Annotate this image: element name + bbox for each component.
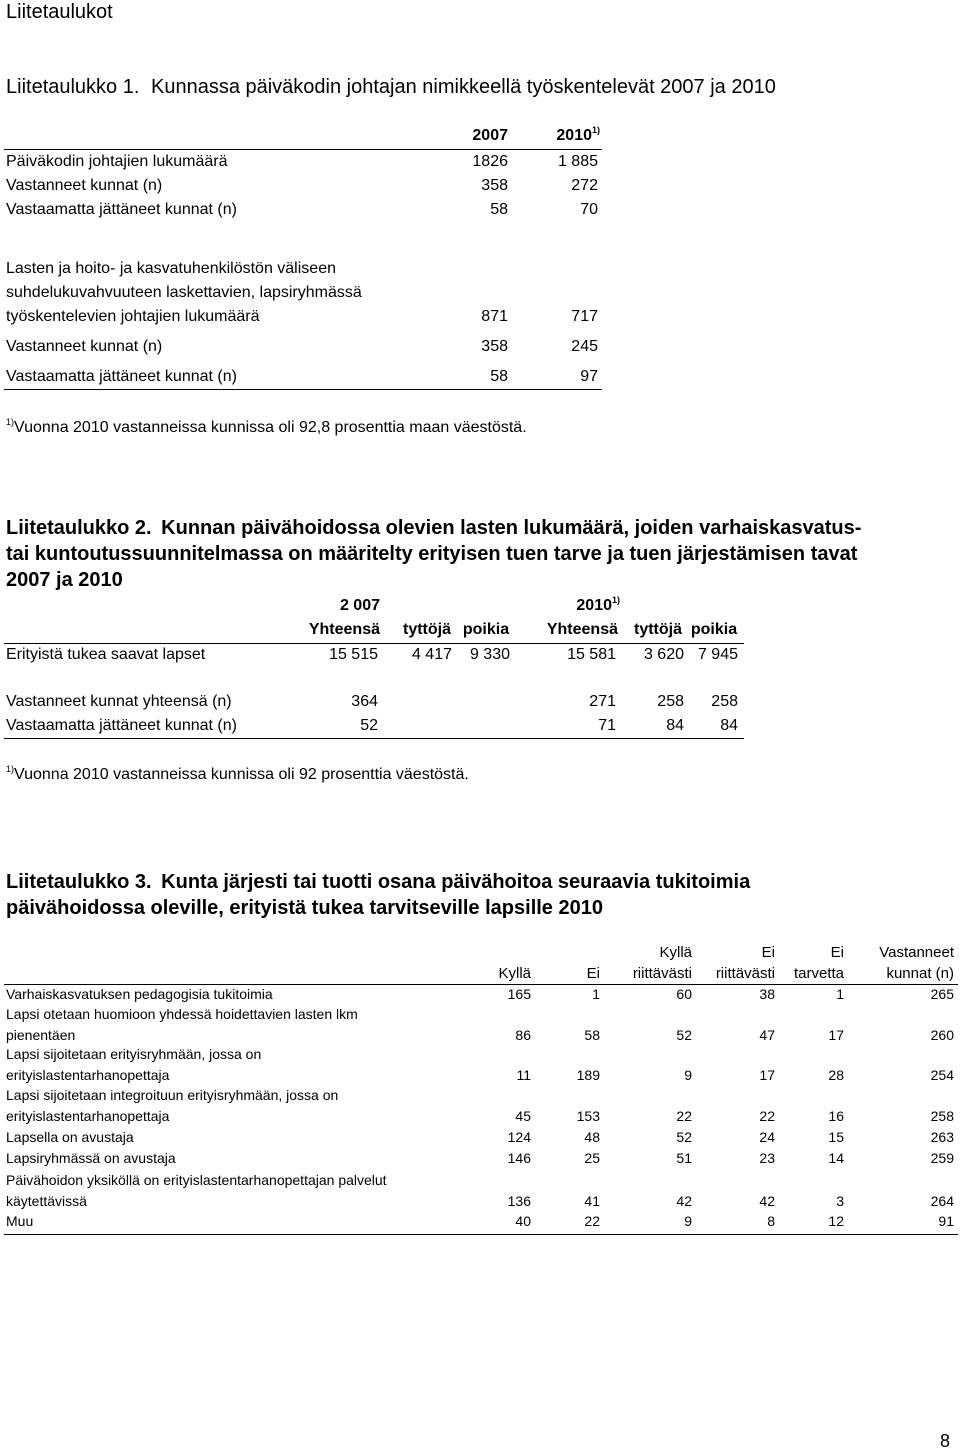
t3-cell: 40 [515,1213,531,1229]
t3-cell: 42 [759,1193,775,1209]
t2-header-rule [4,643,744,644]
t3-cell: 12 [828,1213,844,1229]
table1-title [6,75,776,99]
t2-group-2010: 2010$^{1)}$ [576,595,620,614]
t1-block2-2010: 717 [571,308,598,325]
t1-header-rule [4,149,602,150]
t3-col-header-bottom: Kyllä [498,965,531,982]
t3-cell: 165 [507,986,531,1002]
t2-cell: 3 620 [643,646,684,663]
t3-cell: 28 [828,1067,844,1083]
t2-group-2007: 2 007 [339,597,380,614]
t1-row-label: Vastanneet kunnat (n) [6,177,163,194]
t3-row-label: erityislastentarhanopettaja [6,1108,170,1124]
table2-title-line3: 2007 ja 2010 [6,569,123,591]
t3-cell: 263 [930,1129,954,1145]
t1-row-label: Vastaamatta jättäneet kunnat (n) [6,368,237,385]
table2-title-line1: Liitetaulukko 2. Kunnan päivähoidossa olevien lasten lukumäärä, joiden varhaiskasvatus- [6,517,862,539]
t3-cell: 60 [676,986,692,1002]
t1-row-2010: 1 885 [557,153,598,170]
t3-col-header-bottom: tarvetta [793,965,844,982]
t1-row-2007: 58 [490,368,508,385]
t3-col-header-top: Kyllä [659,944,692,961]
t3-cell: 8 [767,1213,775,1229]
t1-block2-2007: 871 [481,308,508,325]
t2-cell: 15 581 [567,646,616,663]
t1-block2-line2: suhdelukuvahvuuteen laskettavien, lapsiryhmässä [6,284,362,301]
t2-row-label: Vastanneet kunnat yhteensä (n) [6,693,232,710]
t1-row-label: Päiväkodin johtajien lukumäärä [6,153,228,170]
t3-bottom-rule [4,1234,958,1235]
t1-bottom-rule [4,389,602,390]
t3-cell: 1 [836,986,844,1002]
t2-cell: 258 [711,693,738,710]
t2-cell: 84 [720,717,738,734]
t2-cell: 7 945 [697,646,738,663]
t3-cell: 254 [930,1067,954,1083]
t1-block2-line3: työskentelevien johtajien lukumäärä [6,308,260,325]
t3-cell: 153 [576,1108,600,1124]
t3-cell: 189 [576,1067,600,1083]
t2-col-tyttoja-2007: tyttöjä [403,621,451,638]
t3-cell: 14 [828,1150,844,1166]
t2-cell: 364 [351,693,378,710]
t3-cell: 258 [930,1108,954,1124]
page-number: 8 [940,1431,951,1451]
t3-cell: 17 [828,1027,844,1043]
t3-cell: 264 [930,1193,954,1209]
t1-row-2010: 70 [580,201,598,218]
t1-row-label: Vastaamatta jättäneet kunnat (n) [6,201,237,218]
t2-cell: 258 [657,693,684,710]
t3-cell: 9 [684,1067,692,1083]
t3-cell: 22 [676,1108,692,1124]
t3-cell: 259 [930,1150,954,1166]
t3-cell: 22 [759,1108,775,1124]
t1-row-2007: 58 [490,201,508,218]
table2-title-label: Liitetaulukko 2. [6,517,152,539]
t2-cell: 84 [666,717,684,734]
page-heading: Liitetaulukot [6,1,113,23]
t3-row-label: Lapsella on avustaja [6,1129,134,1145]
t3-cell: 24 [759,1129,775,1145]
t3-cell: 17 [759,1067,775,1083]
t2-cell: 4 417 [411,646,452,663]
t2-col-yhteensa-2007: Yhteensä [308,621,380,638]
t2-col-yhteensa-2010: Yhteensä [546,621,618,638]
t2-cell: 71 [598,717,616,734]
t1-col-2007: 2007 [472,127,508,144]
table1-title-text: Kunnassa päiväkodin johtajan nimikkeellä työskentelevät 2007 ja 2010 [150,76,776,98]
t3-row-label-line1: Lapsi sijoitetaan erityisryhmään, jossa on [6,1046,262,1062]
t3-cell: 124 [507,1129,531,1145]
t3-cell: 23 [759,1150,775,1166]
table3-title-line2: päivähoidossa oleville, erityistä tukea tarvitseville lapsille 2010 [6,897,603,919]
t3-cell: 25 [584,1150,600,1166]
t3-cell: 52 [676,1027,692,1043]
t3-row-label-line1: Lapsi sijoitetaan integroituun erityisryhmään, jossa on [6,1087,339,1103]
t3-cell: 146 [507,1150,531,1166]
t3-col-header-bottom: kunnat (n) [886,965,954,982]
t3-cell: 136 [507,1193,531,1209]
t3-cell: 1 [592,986,600,1002]
t3-header-rule [4,984,958,985]
t1-block2-line1: Lasten ja hoito- ja kasvatuhenkilöstön väliseen [6,260,336,277]
t3-cell: 11 [516,1067,531,1083]
t3-cell: 42 [676,1193,692,1209]
table3-title-label: Liitetaulukko 3. [6,871,152,893]
t1-row-2010: 97 [580,368,598,385]
t2-footnote: $^{1)}$Vuonna 2010 vastanneissa kunnissa oli 92 prosenttia väestöstä. [6,764,469,783]
t3-row-label: pienentäen [6,1027,76,1043]
t1-row-2010: 272 [571,177,598,194]
t3-cell: 51 [676,1150,692,1166]
t1-row-2010: 245 [571,338,598,355]
t3-cell: 22 [584,1213,600,1229]
t2-cell: 271 [589,693,616,710]
t2-row-label: Vastaamatta jättäneet kunnat (n) [6,717,237,734]
t3-row-label: Muu [6,1213,34,1229]
t3-col-header-bottom: Ei [586,965,600,982]
t3-cell: 265 [930,986,954,1002]
t3-cell: 91 [938,1213,954,1229]
t3-cell: 15 [828,1129,844,1145]
t1-row-2007: 358 [481,338,508,355]
t1-footnote: $^{1)}$Vuonna 2010 vastanneissa kunnissa oli 92,8 prosenttia maan väestöstä. [6,417,527,436]
t3-col-header-bottom: riittävästi [715,965,775,982]
t1-col-2010: 2010$^{1)}$ [556,125,600,144]
t3-row-label: Lapsiryhmässä on avustaja [6,1150,176,1166]
t3-cell: 48 [584,1129,600,1145]
t3-cell: 47 [759,1027,775,1043]
table2-title-line2: tai kuntoutussuunnitelmassa on määritelty erityisen tuen tarve ja tuen järjestämisen tavat [6,543,858,565]
t2-col-tyttoja-2010: tyttöjä [634,621,682,638]
t3-row-label-line1: Lapsi otetaan huomioon yhdessä hoidettavien lasten lkm [6,1006,358,1022]
t1-row-2007: 358 [481,177,508,194]
t2-cell: 52 [360,717,378,734]
t1-row-label: Vastanneet kunnat (n) [6,338,163,355]
t3-row-label: käytettävissä [6,1193,87,1209]
t2-bottom-rule [4,738,744,739]
t3-cell: 16 [828,1108,844,1124]
t3-cell: 9 [684,1213,692,1229]
t3-cell: 3 [836,1193,844,1209]
t3-cell: 58 [584,1027,600,1043]
t2-cell: 9 330 [469,646,510,663]
t3-col-header-top: Vastanneet [879,944,954,961]
t3-cell: 38 [759,986,775,1002]
table3-title-line1: Liitetaulukko 3. Kunta järjesti tai tuotti osana päivähoitoa seuraavia tukitoimia [6,871,751,893]
t3-row-label: erityislastentarhanopettaja [6,1067,170,1083]
t2-col-poikia-2010: poikia [690,621,738,638]
t3-row-label-line1: Päivähoidon yksiköllä on erityislastentarhanopettajan palvelut [6,1172,387,1188]
t3-cell: 52 [676,1129,692,1145]
t3-col-header-bottom: riittävästi [632,965,692,982]
t2-col-poikia-2007: poikia [462,621,510,638]
t3-row-label: Varhaiskasvatuksen pedagogisia tukitoimia [6,986,273,1002]
t3-cell: 86 [515,1027,531,1043]
t3-col-header-top: Ei [761,944,775,961]
t3-cell: 260 [930,1027,954,1043]
table1-title-label: Liitetaulukko 1. [6,76,140,98]
t2-row-label: Erityistä tukea saavat lapset [6,646,206,663]
t2-cell: 15 515 [329,646,378,663]
t3-col-header-top: Ei [830,944,844,961]
t1-row-2007: 1826 [472,153,508,170]
t3-cell: 45 [515,1108,531,1124]
t3-cell: 41 [584,1193,600,1209]
